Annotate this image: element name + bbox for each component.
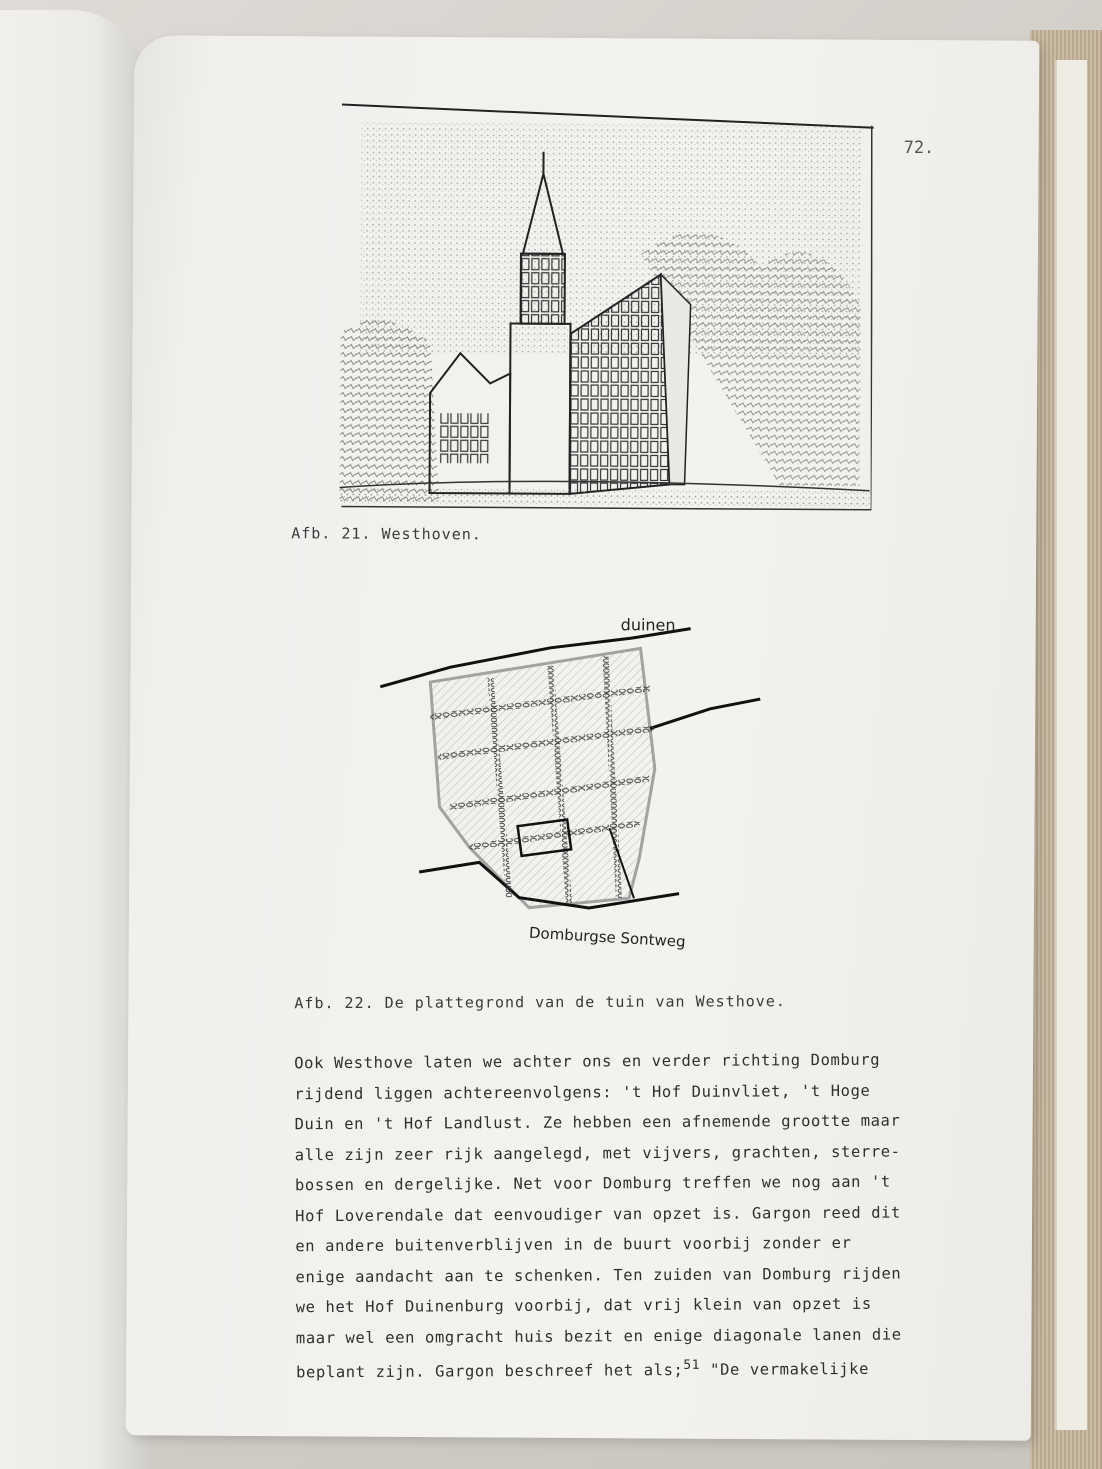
body-line: en andere buitenverblijven in de buurt voorbij zonder er [295,1233,852,1256]
body-line: Hof Loverendale dat eenvoudiger van opzet is. Gargon reed dit [295,1203,902,1225]
figure-22-caption: Afb. 22. De plattegrond van de tuin van Westhove. [294,992,786,1013]
body-line: maar wel een omgracht huis bezit en enige diagonale lanen die [295,1325,902,1347]
body-line: enige aandacht aan te schenken. Ten zuiden van Domburg rijden [295,1264,902,1286]
body-line: we het Hof Duinenburg voorbij, dat vrij klein van opzet is [295,1294,872,1317]
body-line-last [296,1349,976,1388]
book-cover-edge [1055,60,1087,1430]
footnote-mark: 51 [683,1357,701,1373]
body-line-quote: "De vermakelijke [710,1359,870,1379]
label-domburgse-sontweg: Domburgse Sontweg [528,923,687,951]
body-line: Duin en 't Hof Landlust. Ze hebben een afnemende grootte maar [294,1111,901,1134]
body-line-text: beplant zijn. Gargon beschreef het als; [296,1361,684,1382]
westhoven-drawing-icon [339,103,873,512]
garden-plan-icon [369,607,831,970]
label-duinen: duinen [620,615,676,635]
body-line: Ook Westhove laten we achter ons en verder richting Domburg [294,1050,881,1073]
body-text [294,1044,976,1388]
book-page [126,35,1040,1441]
page-number: 72. [903,137,935,159]
figure-21-caption: Afb. 21. Westhoven. [291,524,482,544]
body-line: rijdend liggen achtereenvolgens: 't Hof Duinvliet, 't Hoge [294,1081,871,1103]
body-line: bossen en dergelijke. Net voor Domburg treffen we nog aan 't [294,1172,891,1195]
body-line: alle zijn zeer rijk aangelegd, met vijvers, grachten, sterre- [294,1142,901,1164]
